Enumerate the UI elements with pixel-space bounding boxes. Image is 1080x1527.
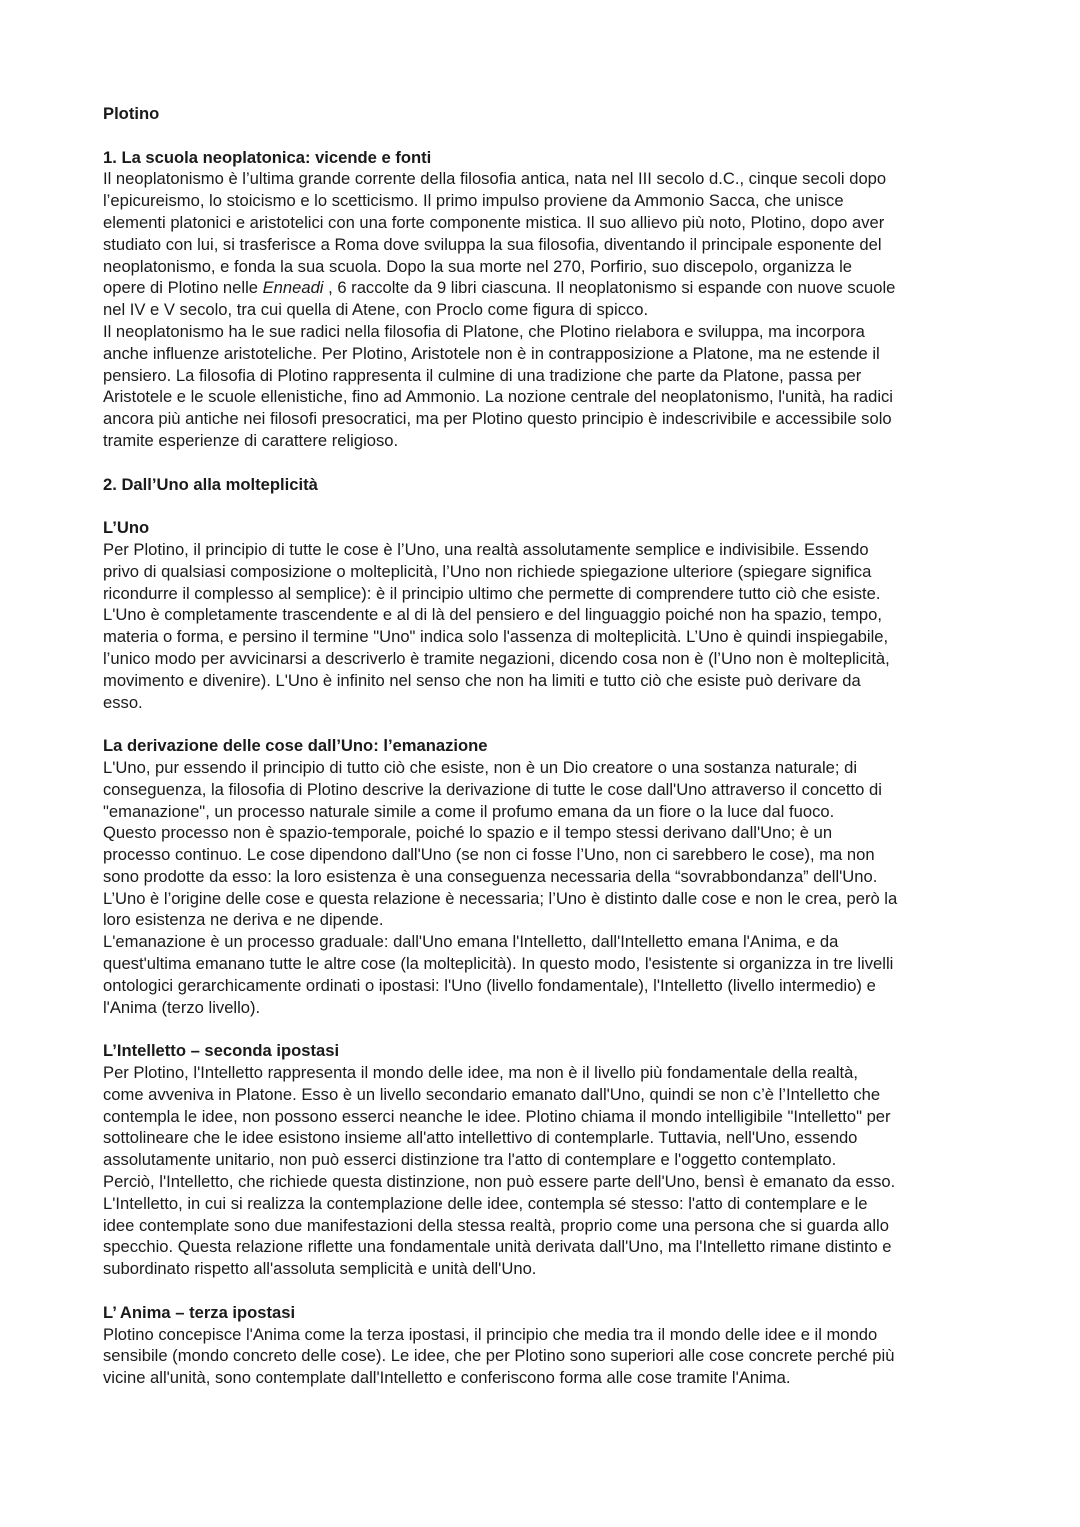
text-line: conseguenza, la filosofia di Plotino descrive la derivazione di tutte le cose dall'Uno attraverso il concetto di (103, 779, 882, 799)
text-line: nel IV e V secolo, tra cui quella di Atene, con Proclo come figura di spicco. (103, 300, 649, 320)
subsection-heading: La derivazione delle cose dall’Uno: l’emanazione (103, 736, 488, 756)
text-line: movimento e divenire). L'Uno è infinito nel senso che non ha limiti e tutto ciò che esiste può derivare da (103, 670, 861, 690)
subsection-intelletto (103, 1040, 1003, 1280)
spacer (103, 713, 1003, 735)
text-line: sensibile (mondo concreto delle cose). Le idee, che per Plotino sono superiori alle cose concrete perché più (103, 1346, 895, 1366)
subsection-uno (103, 517, 1003, 713)
text-line: esso. (103, 692, 143, 712)
spacer (103, 125, 1003, 147)
text-line: specchio. Questa relazione riflette una fondamentale unità derivata dall'Uno, ma l'Intelletto rimane distinto e (103, 1237, 892, 1257)
text-line: pensiero. La filosofia di Plotino rappresenta il culmine di una tradizione che parte da Platone, passa per (103, 365, 862, 385)
subsection-heading: L’Uno (103, 518, 150, 538)
text-line: l'Anima (terzo livello). (103, 997, 261, 1017)
text-fragment: , 6 raccolte da 9 libri ciascuna. Il neoplatonismo si espande con nuove scuole (323, 278, 896, 298)
text-line: anche influenze aristoteliche. Per Plotino, Aristotele non è in contrapposizione a Platone, ma ne estende il (103, 343, 880, 363)
section-scuola-neoplatonica (103, 147, 1003, 452)
text-line: contempla le idee, non possono esserci neanche le idee. Plotino chiama il mondo intelligibile "Intelletto" per (103, 1106, 891, 1126)
text-line-with-italic (103, 277, 1003, 299)
paragraph (103, 1062, 1003, 1280)
text-line: L’Uno è l’origine delle cose e questa relazione è necessaria; l’Uno è distinto dalle cose e non le crea, però la (103, 888, 898, 908)
text-line: quest'ultima emanano tutte le altre cose (la molteplicità). In questo modo, l'esistente si organizza in tre livelli (103, 954, 894, 974)
text-line: privo di qualsiasi composizione o molteplicità, l’Uno non richiede spiegazione ulteriore (spiegare significa (103, 561, 872, 581)
spacer (103, 495, 1003, 517)
text-line: Aristotele e le scuole ellenistiche, fino ad Ammonio. La nozione centrale del neoplatonismo, l'unità, ha radici (103, 387, 893, 407)
text-line: come avveniva in Platone. Esso è un livello secondario emanato dall'Uno, quindi se non c’è l’Intelletto che (103, 1084, 881, 1104)
text-line: l’unico modo per avvicinarsi a descriverlo è tramite negazioni, dicendo cosa non è (l’Uno non è molteplicità, (103, 648, 890, 668)
text-line: sono prodotte da esso: la loro esistenza è una conseguenza necessaria della “sovrabbondanza” dell'Uno. (103, 866, 878, 886)
text-line: ricondurre il complesso al semplice): è il principio ultimo che permette di comprendere tutto ciò che esiste. (103, 583, 881, 603)
text-fragment: opere di Plotino nelle (103, 278, 263, 298)
text-line: idee contemplate sono due manifestazioni della stessa realtà, proprio come una persona che si guarda allo (103, 1215, 889, 1235)
text-line: L'Uno, pur essendo il principio di tutto ciò che esiste, non è un Dio creatore o una sostanza naturale; di (103, 757, 858, 777)
text-line: materia o forma, e persino il termine "Uno" indica solo l'assenza di molteplicità. L’Uno è quindi inspiegabile, (103, 627, 889, 647)
text-line: Per Plotino, il principio di tutte le cose è l’Uno, una realtà assolutamente semplice e indivisibile. Essendo (103, 539, 869, 559)
paragraph (103, 321, 1003, 452)
subsection-heading: L’Intelletto – seconda ipostasi (103, 1041, 340, 1061)
section-dall-uno-alla-molteplicita (103, 474, 1003, 1389)
section-heading: 2. Dall’Uno alla molteplicità (103, 474, 318, 494)
text-line: vicine all'unità, sono contemplate dall'Intelletto e conferiscono forma alle cose tramite l'Anima. (103, 1368, 791, 1388)
text-line: Perciò, l'Intelletto, che richiede questa distinzione, non può essere parte dell'Uno, bensì è emanato da esso. (103, 1172, 896, 1192)
section-heading: 1. La scuola neoplatonica: vicende e fonti (103, 147, 432, 167)
paragraph (103, 168, 1003, 321)
text-line: loro esistenza ne deriva e ne dipende. (103, 910, 384, 930)
text-line: L'Intelletto, in cui si realizza la contemplazione delle idee, contempla sé stesso: l'atto di contemplare e le (103, 1193, 868, 1213)
text-line: tramite esperienze di carattere religioso. (103, 430, 399, 450)
document-page (103, 103, 1003, 1389)
text-line: elementi platonici e aristotelici con una forte componente mistica. Il suo allievo più noto, Plotino, dopo aver (103, 212, 885, 232)
text-line: L'Uno è completamente trascendente e al di là del pensiero e del linguaggio poiché non ha spazio, tempo, (103, 605, 882, 625)
text-line: processo continuo. Le cose dipendono dall'Uno (se non ci fosse l’Uno, non ci sarebbero le cose), ma non (103, 845, 875, 865)
text-line: studiato con lui, si trasferisce a Roma dove sviluppa la sua filosofia, diventando il principale esponente del (103, 234, 882, 254)
text-line: l’epicureismo, lo stoicismo e lo scetticismo. Il primo impulso proviene da Ammonio Sacca, che unisce (103, 191, 844, 211)
text-line: subordinato rispetto all'assoluta semplicità e unità dell'Uno. (103, 1259, 537, 1279)
text-line: Il neoplatonismo è l’ultima grande corrente della filosofia antica, nata nel III secolo d.C., cinque secoli dopo (103, 169, 887, 189)
text-line: neoplatonismo, e fonda la sua scuola. Dopo la sua morte nel 270, Porfirio, suo discepolo, organizza le (103, 256, 853, 276)
italic-term-enneadi: Enneadi (262, 278, 324, 298)
paragraph (103, 1324, 1003, 1389)
text-line: assolutamente unitario, non può esserci distinzione tra l'atto di contemplare e l'oggetto contemplato. (103, 1150, 837, 1170)
paragraph (103, 539, 1003, 713)
spacer (103, 1280, 1003, 1302)
paragraph (103, 931, 1003, 1018)
text-line: ancora più antiche nei filosofi presocratici, ma per Plotino questo principio è indescrivibile e accessibile solo (103, 409, 892, 429)
spacer (103, 452, 1003, 474)
text-line: Per Plotino, l'Intelletto rappresenta il mondo delle idee, ma non è il livello più fondamentale della realtà, (103, 1063, 858, 1083)
text-line: "emanazione", un processo naturale simile a come il profumo emana da un fiore o la luce dal fuoco. (103, 801, 835, 821)
text-line: L'emanazione è un processo graduale: dall'Uno emana l'Intelletto, dall'Intelletto emana l'Anima, e da (103, 932, 839, 952)
paragraph (103, 757, 1003, 931)
subsection-heading: L’ Anima – terza ipostasi (103, 1302, 296, 1322)
text-line: sottolineare che le idee esistono insieme all'atto intellettivo di contemplarle. Tuttavia, nell'Uno, essendo (103, 1128, 858, 1148)
text-line: Il neoplatonismo ha le sue radici nella filosofia di Platone, che Plotino rielabora e sviluppa, ma incorpora (103, 321, 865, 341)
subsection-emanazione (103, 735, 1003, 1018)
text-line: Questo processo non è spazio-temporale, poiché lo spazio e il tempo stessi derivano dall'Uno; è un (103, 823, 833, 843)
document-title: Plotino (103, 104, 160, 123)
spacer (103, 1018, 1003, 1040)
text-line: ontologici gerarchicamente ordinati o ipostasi: l'Uno (livello fondamentale), l'Intelletto (livello intermedio) e (103, 975, 876, 995)
subsection-anima (103, 1302, 1003, 1389)
text-line: Plotino concepisce l'Anima come la terza ipostasi, il principio che media tra il mondo delle idee e il mondo (103, 1324, 878, 1344)
